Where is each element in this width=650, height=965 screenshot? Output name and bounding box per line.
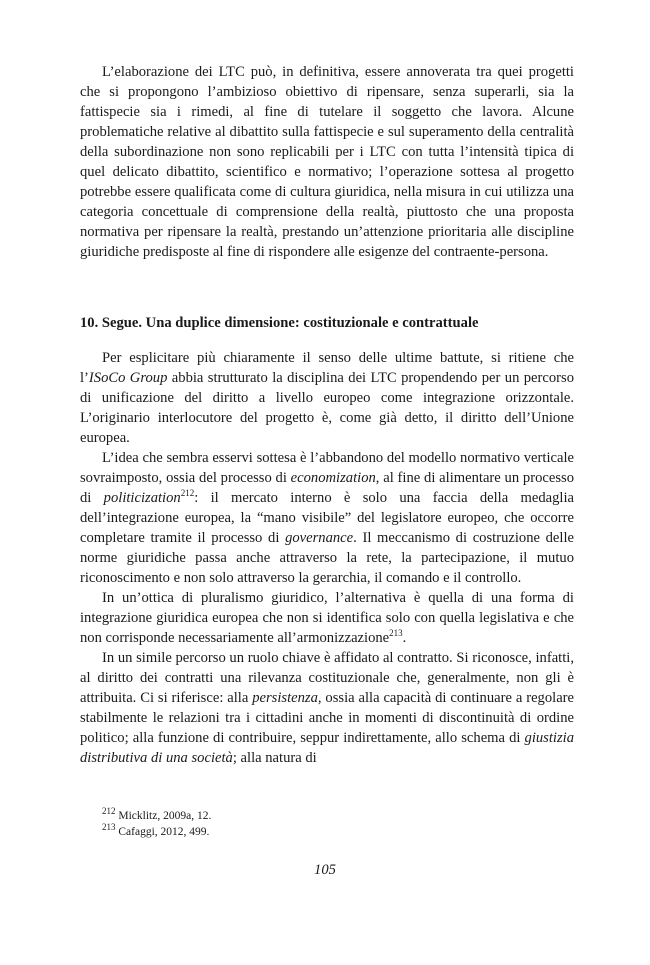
paragraph <box>80 648 574 768</box>
text-run: . <box>402 630 407 646</box>
text-run: ; alla natura di <box>232 750 317 766</box>
text-run: In un’ottica di pluralismo giuridico, l’alternativa è quella di una forma di integrazione giuridica europea che non si identifica solo con quella legislativa e che non corrisponde necessariamente all’armonizzazione <box>80 590 574 646</box>
italic-term: persistenza <box>252 690 318 706</box>
text-run: Per esplicitare più chiaramente il senso delle ultime battute, si ritiene che l’ <box>80 350 574 386</box>
text-run: abbia strutturato la disciplina dei LTC propendendo per un percorso di unificazione del diritto a livello europeo come integrazione orizzontale. L’originario interlocutore del progetto è, come già detto, il diritto dell’Unione europea. <box>80 370 575 446</box>
paragraph <box>80 588 574 648</box>
text-run: . Il meccanismo di costruzione delle norme giuridiche passa anche attraverso la rete, la partecipazione, il mutuo riconoscimento e non solo attraverso la gerarchia, il comando e il controllo. <box>80 530 574 586</box>
paragraph-block-top <box>80 62 574 262</box>
text-run: , al fine di alimentare un processo di <box>80 470 574 506</box>
footnotes <box>102 808 211 840</box>
italic-term: ISoCo Group <box>88 370 168 386</box>
footnote <box>102 808 211 824</box>
page-number: 105 <box>314 862 336 878</box>
text-run: : il mercato interno è solo una faccia della medaglia dell’integrazione europea, la “mano visibile” del legislatore europeo, che occorre completare tramite il processo di <box>80 490 575 546</box>
footnote-number: 213 <box>102 822 116 833</box>
footnote-ref[interactable]: 213 <box>389 628 403 639</box>
paragraph <box>80 348 574 448</box>
section-body <box>80 348 574 768</box>
footnote-text: Cafaggi, 2012, 499. <box>115 826 210 838</box>
text-run: L’idea che sembra esservi sottesa è l’abbandono del modello normativo verticale sovraimposto, ossia del processo di <box>80 450 574 486</box>
text-run: , ossia alla capacità di continuare a regolare stabilmente le relazioni tra i cittadini anche in momenti di discontinuità di ordine politico; alla funzione di contribuire, seppur indirettamente, allo schema di <box>80 690 575 746</box>
italic-term: politicization <box>103 490 181 506</box>
footnote-ref[interactable]: 212 <box>180 488 195 499</box>
paragraph <box>80 448 574 588</box>
section-heading: 10. Segue. Una duplice dimensione: costituzionale e contrattuale <box>80 315 479 331</box>
footnote-number: 212 <box>102 806 116 817</box>
italic-term: governance <box>285 530 354 546</box>
footnote <box>102 824 211 840</box>
paragraph: L’elaborazione dei LTC può, in definitiva, essere annoverata tra quei progetti che si propongono l’ambizioso obiettivo di ripensare, senza superarli, sia la fattispecie sia i rimedi, al fine di tutelare il soggetto che lavora. Alcune problematiche relative al dibattito sulla fattispecie e sul superamento della centralità della subordinazione non sono replicabili per i LTC con tutta l’intensità tipica di quel delicato dibattito, scientifico e normativo; l’operazione sottesa al progetto potrebbe essere qualificata come di cultura giuridica, nella misura in cui utilizza una categoria concettuale di comprensione della realtà, piuttosto che una proposta normativa per ripensare la realtà, prestando un’attenzione prioritaria alle discipline giuridiche predisposte al fine di rispondere alle esigenze del contraente-persona. <box>80 64 574 260</box>
footnote-text: Micklitz, 2009a, 12. <box>115 810 212 822</box>
italic-term: economization <box>290 470 376 486</box>
text-run: In un simile percorso un ruolo chiave è affidato al contratto. Si riconosce, infatti, al diritto dei contratti una rilevanza costituzionale che, generalmente, non gli è attribuita. Ci si riferisce: alla <box>80 650 574 706</box>
italic-term: giustizia distributiva di una società <box>80 730 574 766</box>
